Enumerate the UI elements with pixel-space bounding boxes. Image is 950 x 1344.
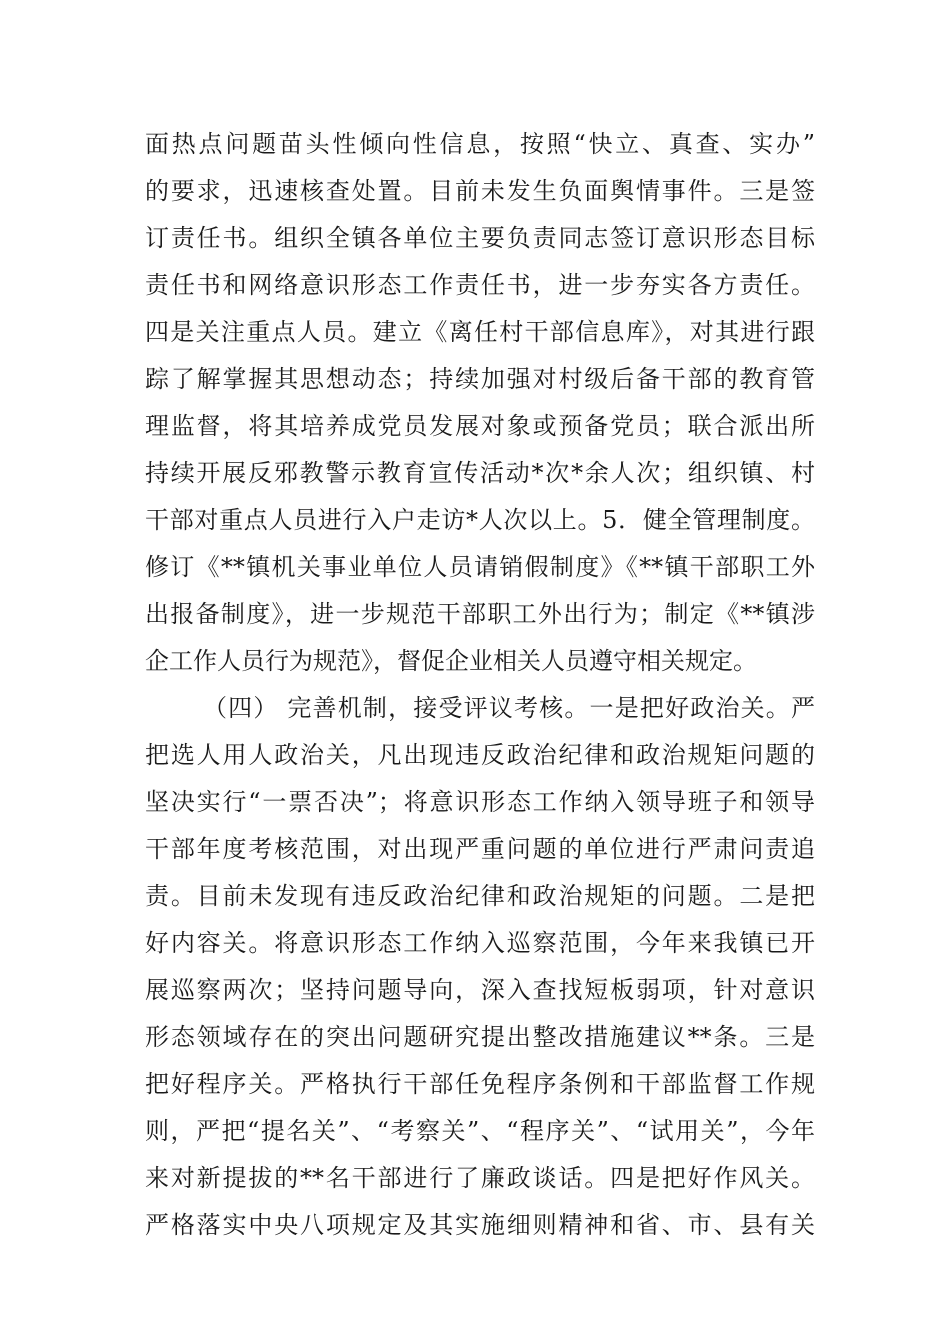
text-line: 踪了解掌握其思想动态；持续加强对村级后备干部的教育管	[145, 365, 815, 393]
text-line: 订责任书。组织全镇各单位主要负责同志签订意识形态目标	[145, 224, 815, 252]
text-line: 则，严把“提名关”、“考察关”、“程序关”、“试用关”，今年	[145, 1117, 815, 1145]
text-line: 出报备制度》，进一步规范干部职工外出行为；制定《**镇涉	[145, 600, 815, 628]
text-line: 理监督，将其培养成党员发展对象或预备党员；联合派出所	[145, 412, 815, 440]
paragraph-2	[145, 685, 815, 1249]
text-line: 好内容关。将意识形态工作纳入巡察范围，今年来我镇已开	[145, 929, 815, 957]
text-line: 责。目前未发现有违反政治纪律和政治规矩的问题。二是把	[145, 882, 815, 910]
text-line: 把好程序关。严格执行干部任免程序条例和干部监督工作规	[145, 1070, 815, 1098]
text-line: 责任书和网络意识形态工作责任书，进一步夯实各方责任。	[145, 271, 815, 299]
text-line: 修订《**镇机关事业单位人员请销假制度》《**镇干部职工外	[145, 553, 815, 581]
body-text	[145, 121, 815, 1249]
text-line: 坚决实行“一票否决”；将意识形态工作纳入领导班子和领导	[145, 788, 815, 816]
text-line: 四是关注重点人员。建立《离任村干部信息库》，对其进行跟	[145, 318, 815, 346]
text-line: 展巡察两次；坚持问题导向，深入查找短板弱项，针对意识	[145, 976, 815, 1004]
text-line: 的要求，迅速核查处置。目前未发生负面舆情事件。三是签	[145, 177, 815, 205]
text-line: 形态领域存在的突出问题研究提出整改措施建议**条。三是	[145, 1023, 815, 1051]
text-line: 面热点问题苗头性倾向性信息，按照“快立、真查、实办”	[145, 130, 815, 158]
text-line: 严格落实中央八项规定及其实施细则精神和省、市、县有关	[145, 1211, 815, 1239]
text-line: 干部年度考核范围，对出现严重问题的单位进行严肃问责追	[145, 835, 815, 863]
text-line: 干部对重点人员进行入户走访*人次以上。5．健全管理制度。	[145, 506, 815, 534]
text-line: 来对新提拔的**名干部进行了廉政谈话。四是把好作风关。	[145, 1164, 815, 1192]
text-line: 把选人用人政治关，凡出现违反政治纪律和政治规矩问题的	[145, 741, 815, 769]
paragraph-1	[145, 121, 815, 685]
text-line: 企工作人员行为规范》，督促企业相关人员遵守相关规定。	[145, 647, 757, 675]
text-line-indented: （四） 完善机制，接受评议考核。一是把好政治关。严	[203, 694, 815, 722]
text-line: 持续开展反邪教警示教育宣传活动*次*余人次；组织镇、村	[145, 459, 815, 487]
